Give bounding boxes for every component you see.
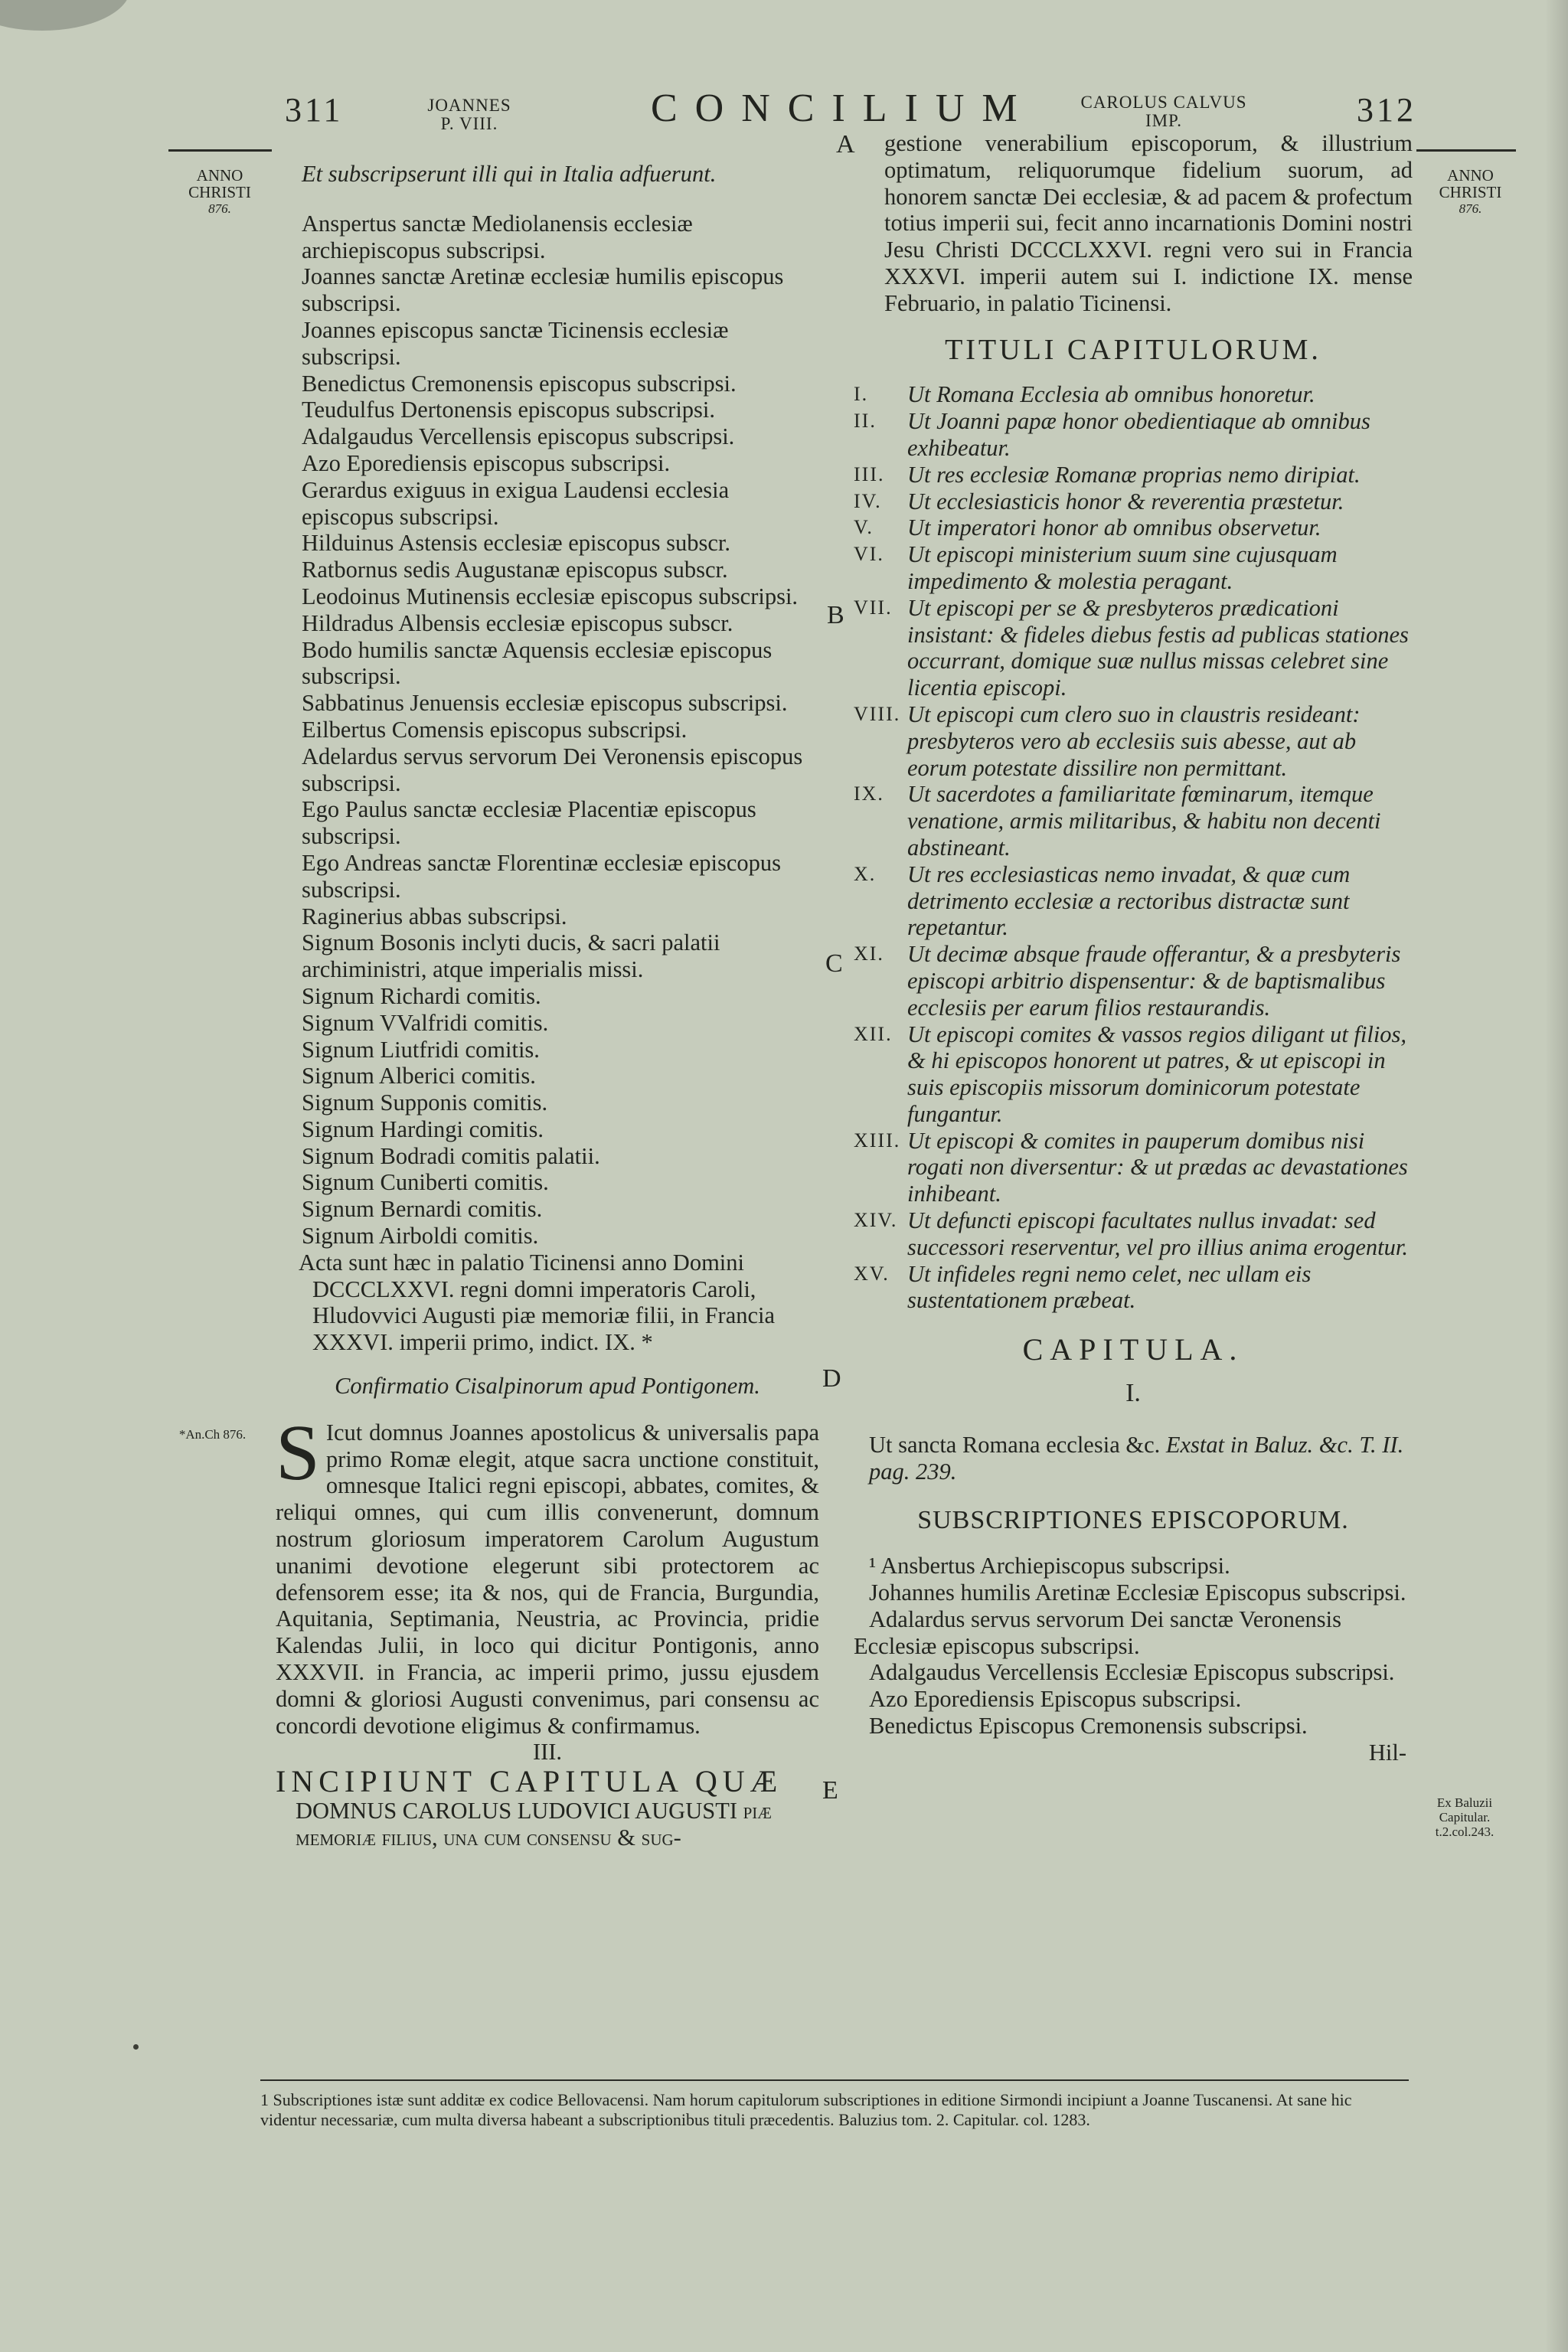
titulus-number: VIII. [854,702,901,725]
subscription-entry: Signum Cuniberti comitis. [302,1169,549,1196]
subscription-entry: Joannes episcopus sanctæ Ticinensis ecclesiæ subscripsi. [302,316,729,370]
titulus-number: I. [854,383,869,406]
right-column [854,130,1413,1766]
tituli-heading: TITULI CAPITULORUM. [945,333,1321,366]
titulus-text: Ut sacerdotes a familiaritate fœminarum, itemque venatione, armis militaribus, & habitu non decenti abstineant. [907,781,1381,861]
subscription-entry: Signum Alberici comitis. [302,1063,536,1089]
running-head-left-line2: P. VIII. [440,114,498,133]
subscription-entry: Ratbornus sedis Augustanæ episcopus subscr. [302,557,728,583]
section-letter: C [825,949,843,978]
titulus-row [854,381,1413,408]
subscription-entry: Signum Hardingi comitis. [302,1116,544,1142]
subscriptiones-list [854,1553,1413,1740]
an-ch-note: *An.Ch 876. [178,1427,247,1442]
header-rule-right [1416,149,1516,152]
titulus-number: XIV. [854,1209,898,1232]
titulus-text: Ut episcopi cum clero suo in claustris resideant: presbyteros vero ab ecclesiis suis abesse, aut ab eorum potestate dissilire non permittant. [907,701,1361,781]
page-title: CONCILIUM [651,87,1035,130]
section-letter: A [836,130,855,158]
catchword: Hil- [1368,1739,1406,1766]
subscription-entry: Leodoinus Mutinensis ecclesiæ episcopus subscripsi. [302,583,799,609]
confirmatio-paragraph [276,1408,819,1740]
section-letter: E [822,1776,838,1805]
anno-christi-left [170,167,270,217]
anno-christi-right [1423,167,1518,217]
titulus-text: Ut decimæ absque fraude offerantur, & a presbyteris episcopi arbitrio dispensentur: & de baptismalibus ecclesiis per earum filios restaurandis. [907,941,1401,1021]
tituli-list [854,381,1413,1314]
titulus-text: Ut ecclesiasticis honor & reverentia præstetur. [907,488,1344,514]
subscription-entry: Signum Liutfridi comitis. [302,1036,540,1063]
subscription-entry: Adelardus servus servorum Dei Veronensis episcopus subscripsi. [302,743,803,796]
titulus-number: VII. [854,596,893,619]
christi-label: CHRISTI [188,183,251,201]
titulus-text: Ut res ecclesiasticas nemo invadat, & quæ cum detrimento ecclesiæ a rectoribus distractæ sunt repetantur. [907,861,1351,941]
ink-speck [133,2044,139,2050]
anno-label: ANNO [196,166,243,185]
titulus-row [854,1207,1413,1261]
subscription-entry: Azo Eporediensis episcopus subscripsi. [302,449,671,476]
titulus-number: III. [854,462,885,485]
capitula-number: I. [1125,1379,1141,1408]
anno-label: ANNO [1447,166,1494,185]
titulus-number: IX. [854,782,884,805]
titulus-text: Ut Romana Ecclesia ab omnibus honoretur. [907,381,1315,408]
titulus-number: XIII. [854,1129,901,1152]
section-letter: B [827,601,844,629]
footnote-rule [260,2079,1409,2081]
subscription-entry: Johannes humilis Aretinæ Ecclesiæ Episcopus subscripsi. [869,1579,1406,1606]
subscription-entry: Teudulfus Dertonensis episcopus subscripsi. [302,397,716,423]
year-label: 876. [208,201,231,216]
titulus-number: XII. [854,1022,893,1045]
subscription-entry: Joannes sanctæ Aretinæ ecclesiæ humilis episcopus subscripsi. [302,263,784,317]
titulus-text: Ut imperatori honor ab omnibus observetur. [907,514,1321,541]
subscription-intro: Et subscripserunt illi qui in Italia adfuerunt. [302,161,717,187]
christi-label: CHRISTI [1439,183,1502,201]
titulus-number: VI. [854,543,884,566]
subscription-list [276,211,819,1250]
year-label: 876. [1459,201,1482,216]
running-head-left [412,96,527,133]
capitula-text-main: Ut sancta Romana ecclesia &c. [869,1431,1161,1458]
titulus-row [854,1128,1413,1207]
titulus-number: X. [854,862,877,885]
titulus-row [854,595,1413,701]
titulus-row [854,514,1413,541]
subscription-entry: Benedictus Cremonensis episcopus subscripsi. [302,370,737,397]
baluzii-note [1407,1795,1522,1839]
subscription-entry: Signum Bodradi comitis palatii. [302,1142,600,1169]
titulus-text: Ut episcopi comites & vassos regios diligant ut filios, & hi episcopos honorent ut patres, & ut episcopi in suis episcopiis missorum dominicorum potestate fungantur. [907,1021,1407,1127]
footnote: 1 Subscriptiones istæ sunt additæ ex codice Bellovacensi. Nam horum capitulorum subscriptiones in editione Sirmondi incipiunt a Joanne Tuscanensi. At sane hic videntur necessariæ, cum multa diversa habeant a subscriptionibus tituli præcedentis. Baluzius tom. 2. Capitular. col. 1283. [260,2090,1352,2129]
subscription-entry: Signum Supponis comitis. [302,1089,548,1116]
subscription-entry: Benedictus Episcopus Cremonensis subscripsi. [869,1713,1308,1740]
subscription-entry: Signum VValfridi comitis. [302,1009,549,1036]
subscription-entry: ¹ Ansbertus Archiepiscopus subscripsi. [869,1553,1230,1579]
titulus-number: XI. [854,942,884,965]
section-number: III. [532,1739,563,1766]
titulus-text: Ut defuncti episcopi facultates nullus invadat: sed successori reserventur, vel pro illius anima erogentur. [907,1207,1408,1260]
subscription-entry: Anspertus sanctæ Mediolanensis ecclesiæ archiepiscopus subscripsi. [302,210,693,263]
capitula-text-ref: Exstat in Baluz. &c. T. II. pag. 239. [869,1431,1404,1485]
subscription-entry: Signum Airboldi comitis. [302,1223,539,1250]
subscription-entry: Ego Paulus sanctæ ecclesiæ Placentiæ episcopus subscripsi. [302,796,756,850]
titulus-row [854,701,1413,781]
section-letter: D [822,1364,841,1393]
titulus-text: Ut episcopi & comites in pauperum domibus nisi rogati non diversentur: & ut prædas ac devastationes inhibeant. [907,1127,1408,1207]
header-rule-left [168,149,272,152]
running-head-right-line1: CAROLUS CALVUS [1080,93,1247,112]
titulus-row [854,408,1413,462]
subscription-entry: Gerardus exiguus in exigua Laudensi ecclesia episcopus subscripsi. [302,476,730,530]
baluzii-line: Ex Baluzii [1436,1795,1493,1810]
subscription-entry: Hildradus Albensis ecclesiæ episcopus subscr. [302,609,733,636]
titulus-row [854,781,1413,861]
subscription-entry: Adalardus servus servorum Dei sanctæ Veronensis Ecclesiæ episcopus subscripsi. [854,1606,1341,1659]
subscription-entry: Hilduinus Astensis ecclesiæ episcopus subscr. [302,530,730,557]
subscriptiones-heading: SUBSCRIPTIONES EPISCOPORUM. [917,1506,1349,1535]
subscription-entry: Bodo humilis sanctæ Aquensis ecclesiæ episcopus subscripsi. [302,636,773,690]
titulus-row [854,462,1413,488]
acta-paragraph: Acta sunt hæc in palatio Ticinensi anno Domini DCCCLXXVI. regni domni imperatoris Caroli, Hludovvici Augusti piæ memoriæ filii, in Francia XXXVI. imperii primo, indict. IX. * [299,1249,776,1356]
titulus-row [854,1021,1413,1128]
titulus-number: II. [854,410,877,433]
left-column [276,161,819,1851]
page-number-right: 312 [1357,91,1416,129]
subscription-entry: Adalgaudus Vercellensis episcopus subscripsi. [302,423,735,450]
titulus-row [854,861,1413,941]
confirmatio-title: Confirmatio Cisalpinorum apud Pontigonem. [335,1373,760,1400]
incipiunt-heading: INCIPIUNT CAPITULA QUÆ [276,1764,783,1799]
titulus-number: XV. [854,1262,890,1285]
capitula-heading: CAPITULA. [1022,1332,1244,1367]
subscription-entry: Eilbertus Comensis episcopus subscripsi. [302,716,688,743]
titulus-row [854,488,1413,515]
baluzii-line: Capitular. [1439,1810,1491,1824]
subscription-entry: Sabbatinus Jenuensis ecclesiæ episcopus subscripsi. [302,690,788,717]
running-head-right-line2: IMP. [1145,111,1183,130]
page-number-left: 311 [285,91,344,129]
scan-shadow [0,0,130,31]
subscription-entry: Ego Andreas sanctæ Florentinæ ecclesiæ episcopus subscripsi. [302,849,781,903]
capitula-text [854,1432,1413,1485]
titulus-text: Ut res ecclesiæ Romanæ proprias nemo diripiat. [907,461,1361,488]
titulus-row [854,941,1413,1021]
titulus-row [854,1261,1413,1315]
running-head-left-line1: JOANNES [427,96,511,115]
subscription-entry: Signum Bosonis inclyti ducis, & sacri palatii archiministri, atque imperialis missi. [302,929,720,983]
incipiunt-text: DOMNUS CAROLUS LUDOVICI AUGUSTI piæ memoriæ filius, una cum consensu & sug- [296,1798,772,1851]
confirmatio-text: Icut domnus Joannes apostolicus & universalis papa primo Romæ elegit, atque sacra unctione constituit, omnesque Italici regni episcopi, abbates, comites, & reliqui omnes, qui cum illis convenerunt, domnum nostrum gloriosum imperatorem Carolum Augustum unanimi devotione elegerunt sibi protectorem ac defensorem esse; ita & nos, qui de Francia, Burgundia, Aquitania, Septimania, Neustria, ac Provincia, pridie Kalendas Julii, in loco qui dicitur Pontigonis, anno XXXVII. in Francia, ac imperii primo, jussu ejusdem domni & gloriosi Augusti convenimus, pari consensu ac concordi devotione eligimus & confirmamus. [276,1419,819,1739]
baluzii-line: t.2.col.243. [1435,1824,1494,1839]
titulus-text: Ut episcopi ministerium suum sine cujusquam impedimento & molestia peragant. [907,541,1338,594]
binding-edge [1545,0,1568,2352]
titulus-text: Ut infideles regni nemo celet, nec ullam eis sustentationem præbeat. [907,1260,1312,1314]
titulus-number: V. [854,516,874,539]
subscription-entry: Adalgaudus Vercellensis Ecclesiæ Episcopus subscripsi. [869,1659,1395,1686]
subscription-entry: Raginerius abbas subscripsi. [302,903,567,929]
titulus-number: IV. [854,489,882,512]
subscription-entry: Signum Richardi comitis. [302,982,541,1009]
drop-capital: S [276,1408,320,1497]
subscription-entry: Signum Bernardi comitis. [302,1196,543,1223]
gestione-paragraph: gestione venerabilium episcoporum, & illustrium optimatum, reliquorumque fidelium suorum, ad honorem sanctæ Dei ecclesiæ, & ad pacem & profectum totius imperii sui, fecit anno incarnationis Domini nostri Jesu Christi DCCCLXXVI. regni vero sui in Francia XXXVI. imperii autem sui I. indictione IX. mense Februario, in palatio Ticinensi. [884,130,1413,316]
titulus-text: Ut Joanni papæ honor obedientiaque ab omnibus exhibeatur. [907,408,1370,461]
titulus-row [854,541,1413,595]
running-head-right [1060,93,1267,130]
subscription-entry: Azo Eporediensis Episcopus subscripsi. [869,1686,1242,1713]
titulus-text: Ut episcopi per se & presbyteros prædicationi insistant: & fideles diebus festis ad publicas stationes occurrant, domique suæ nullus missas celebret sine licentia episcopi. [907,594,1409,701]
